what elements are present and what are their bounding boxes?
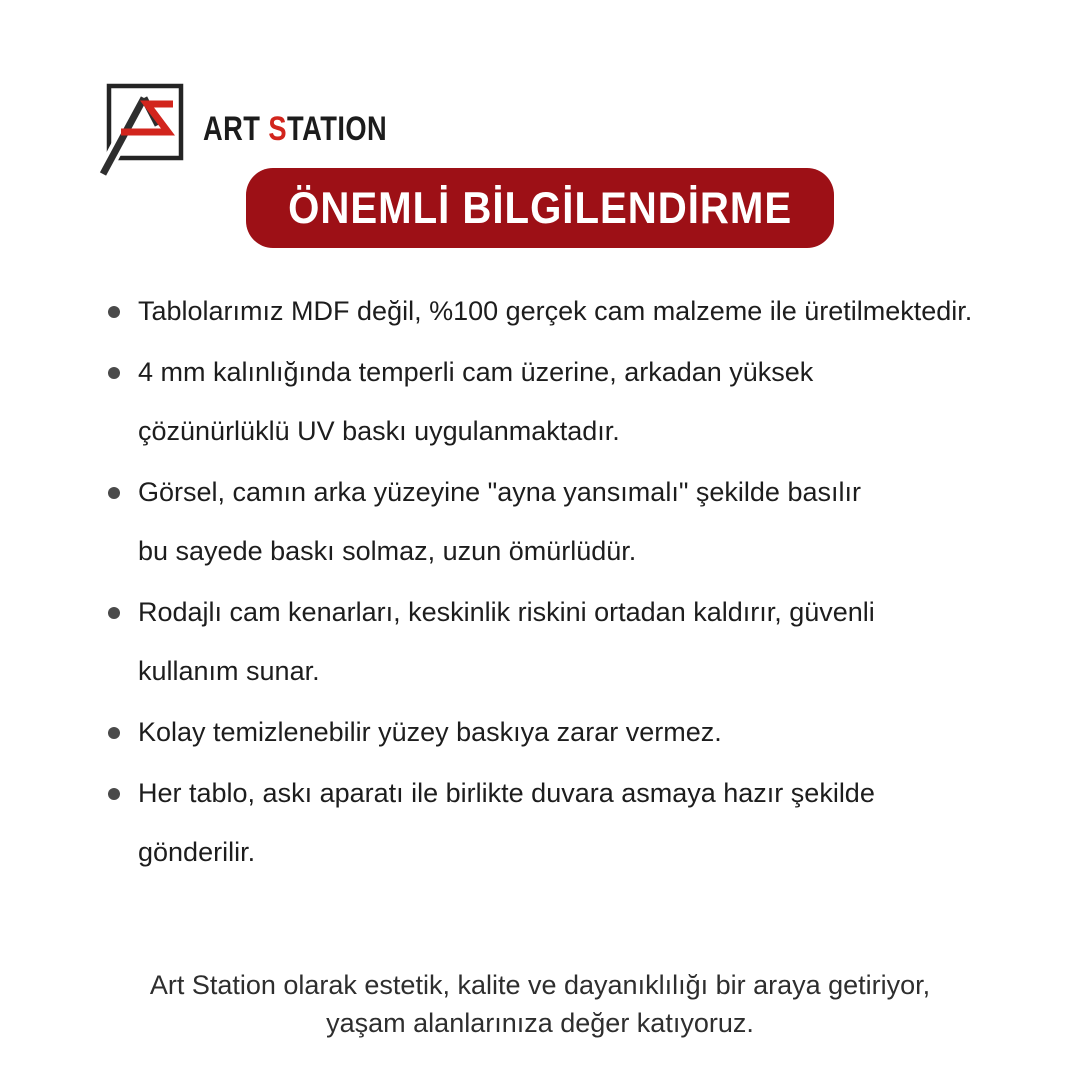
info-list xyxy=(108,282,1038,884)
bullet-dot-icon xyxy=(108,607,120,619)
bullet-dot-icon xyxy=(108,727,120,739)
banner-title: ÖNEMLİ BİLGİLENDİRME xyxy=(288,182,792,233)
list-line: Tablolarımız MDF değil, %100 gerçek cam malzeme ile üretilmektedir. xyxy=(138,296,973,326)
list-item xyxy=(108,282,1038,341)
list-item xyxy=(108,703,1038,762)
list-line: Her tablo, askı aparatı ile birlikte duvara asmaya hazır şekilde xyxy=(138,778,875,808)
bullet-dot-icon xyxy=(108,367,120,379)
list-line: bu sayede baskı solmaz, uzun ömürlüdür. xyxy=(138,536,637,566)
footer-line: Art Station olarak estetik, kalite ve dayanıklılığı bir araya getiriyor, xyxy=(149,970,931,1000)
list-line: Kolay temizlenebilir yüzey baskıya zarar vermez. xyxy=(138,717,722,747)
bullet-dot-icon xyxy=(108,306,120,318)
bullet-dot-icon xyxy=(108,788,120,800)
brand-name xyxy=(203,109,387,149)
bullet-dot-icon xyxy=(108,487,120,499)
list-item xyxy=(108,343,1038,461)
brand-name-part1: ART xyxy=(203,109,269,148)
brand-name-accent: S xyxy=(268,109,288,148)
list-line: kullanım sunar. xyxy=(138,656,320,686)
list-line: Rodajlı cam kenarları, keskinlik riskini ortadan kaldırır, güvenli xyxy=(138,597,875,627)
list-line: 4 mm kalınlığında temperli cam üzerine, arkadan yüksek xyxy=(138,357,814,387)
brand-header xyxy=(95,78,412,180)
brand-name-part2: TATION xyxy=(287,109,388,148)
banner xyxy=(246,168,834,248)
list-line: çözünürlüklü UV baskı uygulanmaktadır. xyxy=(138,416,620,446)
art-station-logo-icon xyxy=(95,78,195,180)
footer-line: yaşam alanlarınıza değer katıyoruz. xyxy=(326,1008,754,1038)
footer-tagline xyxy=(0,966,1080,1042)
list-item xyxy=(108,764,1038,882)
list-line: Görsel, camın arka yüzeyine "ayna yansımalı" şekilde basılır xyxy=(138,477,861,507)
list-item xyxy=(108,463,1038,581)
list-line: gönderilir. xyxy=(138,837,256,867)
list-item xyxy=(108,583,1038,701)
